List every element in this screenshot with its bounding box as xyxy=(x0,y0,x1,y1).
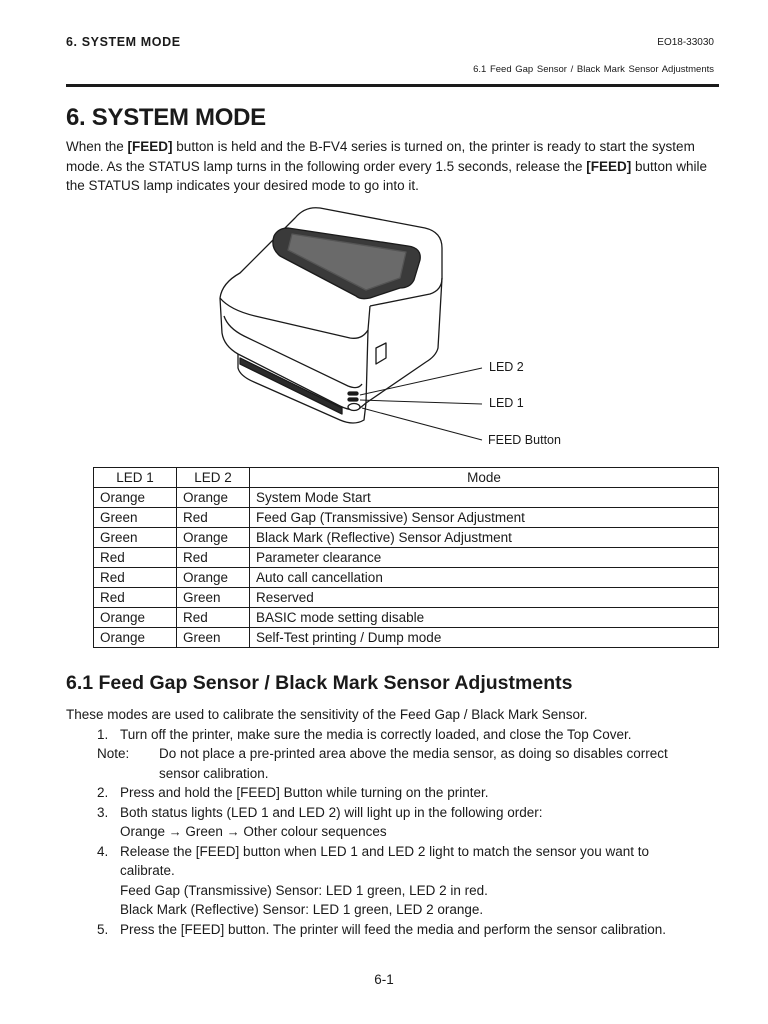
step-number: 5. xyxy=(97,921,109,937)
printer-illustration xyxy=(210,198,580,458)
column-header-mode: Mode xyxy=(250,468,719,488)
note-row xyxy=(66,744,726,764)
cell-led1: Green xyxy=(94,508,177,528)
cell-mode: Reserved xyxy=(250,588,719,608)
sensor-feed-gap-line: Feed Gap (Transmissive) Sensor: LED 1 green, LED 2 in red. xyxy=(120,882,488,898)
intro-feed-bold-1: [FEED] xyxy=(127,139,173,154)
cell-mode: BASIC mode setting disable xyxy=(250,608,719,628)
cell-led2: Red xyxy=(177,508,250,528)
mode-table xyxy=(93,467,719,648)
cell-led2: Orange xyxy=(177,568,250,588)
table-row xyxy=(94,488,719,508)
sequence-item: Other colour sequences xyxy=(243,824,387,839)
intro-text-1: When the xyxy=(66,139,128,154)
step-text: Press and hold the [FEED] Button while turning on the printer. xyxy=(120,785,489,800)
cell-led2: Orange xyxy=(177,488,250,508)
note-text: sensor calibration. xyxy=(159,765,269,781)
step-number: 4. xyxy=(97,843,109,859)
step-text: Turn off the printer, make sure the media is correctly loaded, and close the Top Cover. xyxy=(120,726,632,742)
cell-led1: Red xyxy=(94,568,177,588)
cell-led2: Green xyxy=(177,588,250,608)
table-row xyxy=(94,608,719,628)
section-title: 6.1 Feed Gap Sensor / Black Mark Sensor Adjustments xyxy=(66,672,573,694)
list-item xyxy=(66,783,726,803)
page-number: 6-1 xyxy=(374,972,394,987)
intro-paragraph xyxy=(66,137,726,196)
step-number: 3. xyxy=(97,804,109,820)
cell-mode: Self-Test printing / Dump mode xyxy=(250,628,719,648)
list-item xyxy=(66,803,726,823)
cell-led1: Orange xyxy=(94,628,177,648)
cell-led1: Red xyxy=(94,548,177,568)
section-body xyxy=(66,705,726,939)
cell-led1: Orange xyxy=(94,608,177,628)
callout-led1: LED 1 xyxy=(489,396,524,410)
cell-mode: Parameter clearance xyxy=(250,548,719,568)
cell-mode: Feed Gap (Transmissive) Sensor Adjustment xyxy=(250,508,719,528)
sequence-item: Green xyxy=(185,824,223,839)
table-row xyxy=(94,588,719,608)
note-row-continued xyxy=(66,764,726,784)
table-header-row xyxy=(94,468,719,488)
intro-text-2: button is held and the B-FV4 series is turned on, the printer is ready to start the system mode. As the STATUS lamp turns in the following order every 1.5 seconds, release the xyxy=(66,139,695,174)
list-item xyxy=(66,842,726,862)
page-title: 6. SYSTEM MODE xyxy=(66,104,266,131)
callout-feed-button: FEED Button xyxy=(488,433,561,447)
step-text-continued: calibrate. xyxy=(120,863,175,878)
callout-led2: LED 2 xyxy=(489,360,524,374)
cell-mode: Auto call cancellation xyxy=(250,568,719,588)
cell-led1: Green xyxy=(94,528,177,548)
header-doc-id: EO18-33030 xyxy=(657,37,714,48)
section-intro: These modes are used to calibrate the sensitivity of the Feed Gap / Black Mark Sensor. xyxy=(66,707,588,722)
sensor-black-mark-line: Black Mark (Reflective) Sensor: LED 1 green, LED 2 orange. xyxy=(120,902,484,917)
step-number: 2. xyxy=(97,785,109,800)
table-row xyxy=(94,508,719,528)
list-item xyxy=(66,920,726,940)
arrow-right-icon: → xyxy=(168,824,186,839)
header-section-ref: 6.1 Feed Gap Sensor / Black Mark Sensor Adjustments xyxy=(473,64,714,75)
cell-mode: System Mode Start xyxy=(250,488,719,508)
header-rule xyxy=(66,84,719,87)
table-row xyxy=(94,528,719,548)
sequence-item: Orange xyxy=(120,824,166,839)
step-number: 1. xyxy=(97,726,109,742)
column-header-led2: LED 2 xyxy=(177,468,250,488)
arrow-right-icon: → xyxy=(226,824,244,839)
cell-led2: Red xyxy=(177,608,250,628)
step-text: Both status lights (LED 1 and LED 2) will light up in the following order: xyxy=(120,804,543,820)
cell-led2: Orange xyxy=(177,528,250,548)
note-text: Do not place a pre-printed area above the media sensor, as doing so disables correct xyxy=(159,746,668,761)
step-text: Press the [FEED] button. The printer will feed the media and perform the sensor calibration. xyxy=(120,921,667,937)
header-chapter: 6. SYSTEM MODE xyxy=(66,35,181,49)
intro-text-3: button while the STATUS lamp indicates your desired mode to go into it. xyxy=(66,158,708,194)
table-row xyxy=(94,548,719,568)
color-sequence xyxy=(66,822,726,842)
cell-led2: Green xyxy=(177,628,250,648)
table-row xyxy=(94,568,719,588)
step-text: Release the [FEED] button when LED 1 and LED 2 light to match the sensor you want to xyxy=(120,843,650,859)
note-label: Note: xyxy=(97,746,130,761)
cell-led1: Orange xyxy=(94,488,177,508)
cell-mode: Black Mark (Reflective) Sensor Adjustment xyxy=(250,528,719,548)
intro-feed-bold-2: [FEED] xyxy=(586,158,632,174)
table-row xyxy=(94,628,719,648)
cell-led1: Red xyxy=(94,588,177,608)
column-header-led1: LED 1 xyxy=(94,468,177,488)
list-item xyxy=(66,725,726,745)
cell-led2: Red xyxy=(177,548,250,568)
